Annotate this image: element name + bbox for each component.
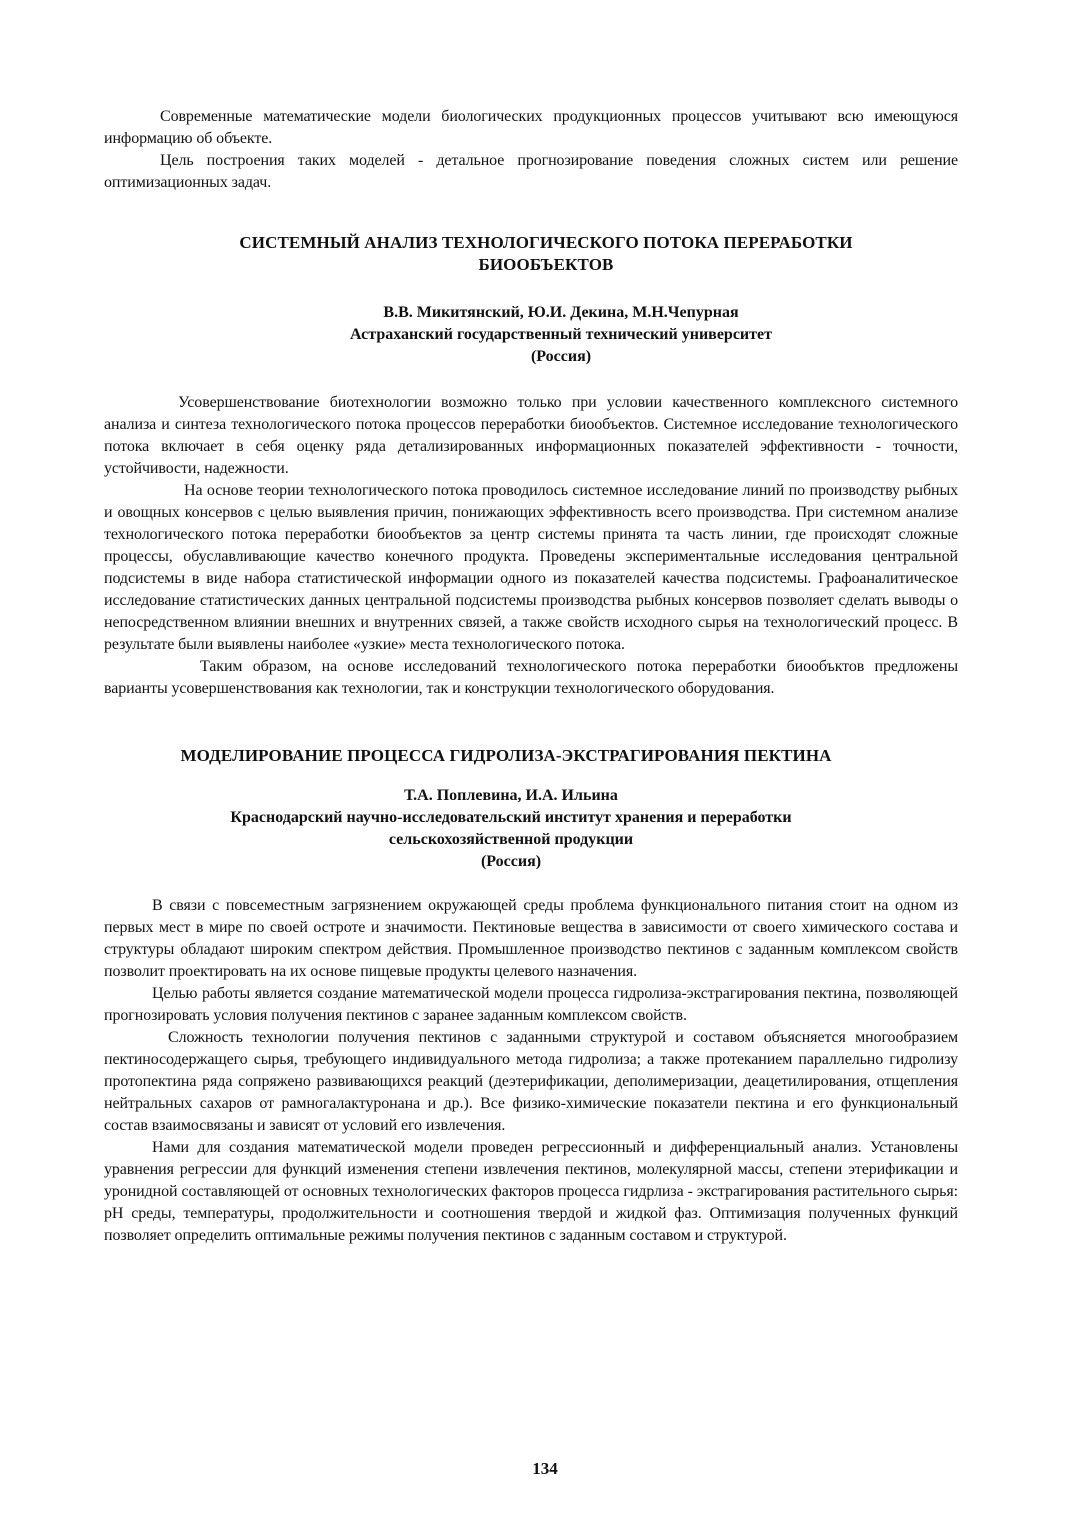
page-number: 134 — [532, 1459, 558, 1478]
intro-section — [104, 106, 958, 194]
article-1-paragraph-3: Таким образом, на основе исследований технологического потока переработки биообъктов предложены варианты усовершенствования как технологии, так и конструкции технологического оборудования. — [104, 658, 958, 697]
article-2-paragraph-2: Целью работы является создание математической модели процесса гидролиза-экстрагирования пектина, позволяющей прогнозировать условия получения пектинов с заранее заданным комплексом свойств. — [104, 985, 958, 1024]
article-2-paragraph-3: Сложность технологии получения пектинов с заданными структурой и составом объясняется многообразием пектиносодержащего сырья, требующего индивидуального метода гидролиза; а также протеканием параллельно гидролизу протопектина ряда сопряжено развивающихся реакций (деэтерификации, деполимеризации, деацетилирования, отщепления нейтральных сахаров от рамногалактуронана и др.). Все физико-химические показатели пектина и его функциональный состав взаимосвязаны и зависят от условий его извлечения. — [104, 1029, 958, 1134]
article-1-title: СИСТЕМНЫЙ АНАЛИЗ ТЕХНОЛОГИЧЕСКОГО ПОТОКА ПЕРЕРАБОТКИ БИООБЪЕКТОВ — [239, 233, 853, 274]
article-2-paragraph-1: В связи с повсеместным загрязнением окружающей среды проблема функционального питания стоит на одном из первых мест в мире по своей остроте и значимости. Пектиновые вещества в зависимости от своего химического состава и структуры обладают широким спектром действия. Промышленное производство пектинов с заданным комплексом свойств позволит проектировать на их основе пищевые продукты целевого назначения. — [104, 897, 958, 980]
article-1-affiliation: Астраханский государственный технический университет — [350, 326, 772, 343]
article-1-paragraph-1: Усовершенствование биотехнологии возможно только при условии качественного комплексного системного анализа и синтеза технологического потока процессов переработки биообъектов. Системное исследование технологического потока включает в себя оценку ряда детализированных информационных показателей эффективности - точности, устойчивости, надежности. — [104, 394, 958, 477]
article-1-authors: В.В. Микитянский, Ю.И. Декина, М.Н.Чепурная — [383, 304, 739, 321]
article-2-affiliation-line-1: Краснодарский научно-исследовательский институт хранения и переработки — [230, 809, 792, 826]
article-2-meta — [104, 785, 958, 873]
article-1 — [104, 232, 958, 700]
article-2-authors: Т.А. Поплевина, И.А. Ильина — [404, 787, 618, 804]
article-1-meta — [104, 302, 958, 368]
article-2-paragraph-4: Нами для создания математической модели проведен регрессионный и дифференциальный анализ. Установлены уравнения регрессии для функций изменения степени извлечения пектинов, молекулярной массы, степени этерификации и уронидной составляющей от основных технологических факторов процесса гидрлиза - экстрагирования растительного сырья: pH среды, температуры, продолжительности и соотношения твердой и жидкой фаз. Оптимизация полученных функций позволяет определить оптимальные режимы получения пектинов с заданным составом и структурой. — [104, 1139, 958, 1244]
article-1-country: (Россия) — [530, 348, 592, 365]
intro-paragraph-2: Цель построения таких моделей - детальное прогнозирование поведения сложных систем или решение оптимизационных задач. — [104, 152, 958, 191]
article-2-affiliation-line-2: сельскохозяйственной продукции — [388, 831, 634, 848]
article-2-title: МОДЕЛИРОВАНИЕ ПРОЦЕССА ГИДРОЛИЗА-ЭКСТРАГИРОВАНИЯ ПЕКТИНА — [180, 746, 832, 765]
article-2-country: (Россия) — [480, 853, 542, 870]
article-2 — [104, 745, 958, 1247]
page-content — [104, 106, 958, 1247]
intro-paragraph-1: Современные математические модели биологических продукционных процессов учитывают всю имеющуюся информацию об объекте. — [104, 108, 958, 147]
article-1-paragraph-2: На основе теории технологического потока проводилось системное исследование линий по производству рыбных и овощных консервов с целью выявления причин, понижающих эффективность всего производства. При системном анализе технологического потока переработки биообъектов за центр системы принята та часть линии, где происходят сложные процессы, обуславливающие качество конечного продукта. Проведены экспериментальные исследования центральной подсистемы в виде набора статистической информации одного из показателей качества подсистемы. Графоаналитическое исследование статистических данных центральной подсистемы производства рыбных консервов позволяет сделать выводы о непосредственном влиянии внешних и внутренних связей, а также свойств исходного сырья на технологический процесс. В результате были выявлены наиболее «узкие» места технологического потока. — [104, 482, 958, 653]
